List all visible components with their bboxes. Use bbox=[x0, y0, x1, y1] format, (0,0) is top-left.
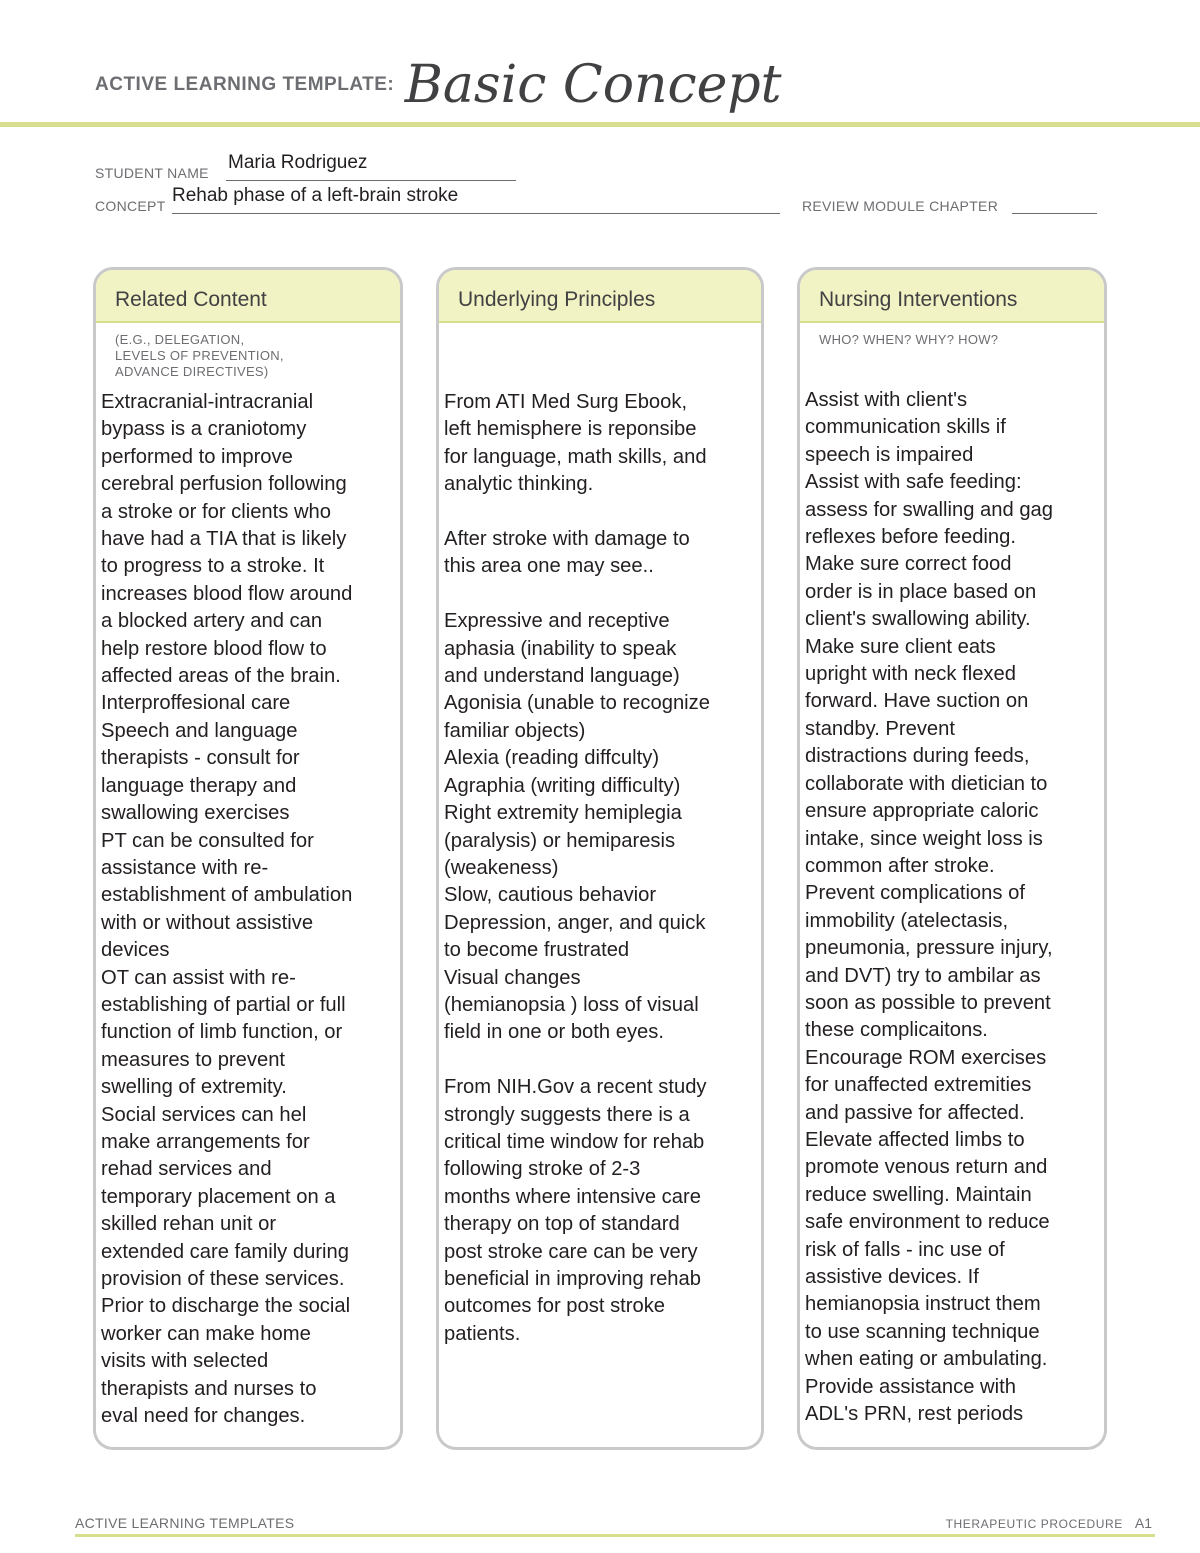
related-content-header bbox=[96, 270, 400, 323]
template-title: Basic Concept bbox=[404, 55, 782, 115]
underlying-principles-text[interactable]: From ATI Med Surg Ebook, left hemisphere is reponsibe for language, math skills, and analytic thinking. After stroke with damage to this area one may see.. Expressive and receptive aphasia (inability to speak and understand language) Agonisia (unable to recognize familiar objects) Alexia (reading diffculty) Agraphia (writing difficulty) Right extremity hemiplegia (paralysis) or hemiparesis (weakeness) Slow, cautious behavior Depression, anger, and quick to become frustrated Visual changes (hemianopsia ) loss of visual field in one or both eyes. From NIH.Gov a recent study strongly suggests there is a critical time window for rehab following stroke of 2-3 months where intensive care therapy on top of standard post stroke care can be very beneficial in improving rehab outcomes for post stroke patients. bbox=[444, 391, 710, 1345]
header-divider bbox=[0, 122, 1200, 127]
nursing-interventions-text[interactable]: Assist with client's communication skills if speech is impaired Assist with safe feeding: assess for swalling and gag reflexes before feeding. Make sure correct food order is in place based on client's swallowing ability. Make sure client eats upright with neck flexed forward. Have suction on standby. Prevent distractions during feeds, collaborate with dietician to ensure appropriate caloric intake, since weight loss is common after stroke. Prevent complications of immobility (atelectasis, pneumonia, pressure injury, and DVT) try to ambilar as soon as possible to prevent these complicaitons. Encourage ROM exercises for unaffected extremities and passive for affected. Elevate affected limbs to promote venous return and reduce swelling. Maintain safe environment to reduce risk of falls - inc use of assistive devices. If hemianopsia instruct them to use scanning technique when eating or ambulating. Provide assistance with ADL's PRN, rest periods bbox=[805, 389, 1053, 1426]
related-content-hint: (E.G., DELEGATION, LEVELS OF PREVENTION, ADVANCE DIRECTIVES) bbox=[115, 332, 284, 379]
footer-procedure-label: THERAPEUTIC PROCEDURE bbox=[945, 1517, 1123, 1531]
review-module-line bbox=[1012, 193, 1097, 214]
template-label: ACTIVE LEARNING TEMPLATE: bbox=[95, 74, 395, 95]
underlying-principles-box bbox=[436, 267, 764, 1450]
footer-divider bbox=[75, 1534, 1155, 1537]
underlying-principles-header bbox=[439, 270, 761, 323]
concept-label: CONCEPT bbox=[95, 198, 166, 214]
underlying-principles-title: Underlying Principles bbox=[458, 288, 656, 311]
related-content-box bbox=[93, 267, 403, 1450]
concept-field bbox=[95, 198, 166, 216]
nursing-interventions-title: Nursing Interventions bbox=[819, 288, 1018, 311]
nursing-interventions-header bbox=[800, 270, 1104, 323]
student-name-value[interactable]: Maria Rodriguez bbox=[228, 152, 368, 173]
footer-templates-label: ACTIVE LEARNING TEMPLATES bbox=[75, 1515, 295, 1531]
nursing-interventions-hint: WHO? WHEN? WHY? HOW? bbox=[819, 332, 999, 347]
related-content-text[interactable]: Extracranial-intracranial bypass is a craniotomy performed to improve cerebral perfusion following a stroke or for clients who have had a TIA that is likely to progress to a stroke. It increases blood flow around a blocked artery and can help restore blood flow to affected areas of the brain. Interproffesional care Speech and language therapists - consult for language therapy and swallowing exercises PT can be consulted for assistance with re- establishment of ambulation with or without assistive devices OT can assist with re- establishing of partial or full function of limb function, or measures to prevent swelling of extremity. Social services can hel make arrangements for rehad services and temporary placement on a skilled rehan unit or extended care family during provision of these services. Prior to discharge the social worker can make home visits with selected therapists and nurses to eval need for changes. bbox=[101, 391, 353, 1428]
page-title bbox=[95, 55, 782, 115]
review-module-label: REVIEW MODULE CHAPTER bbox=[802, 198, 999, 214]
student-name-field bbox=[95, 165, 209, 183]
review-module-field bbox=[802, 198, 998, 216]
nursing-interventions-box bbox=[797, 267, 1107, 1450]
related-content-title: Related Content bbox=[115, 288, 267, 311]
concept-value[interactable]: Rehab phase of a left-brain stroke bbox=[172, 185, 459, 206]
footer-procedure bbox=[946, 1515, 1152, 1531]
student-name-label: STUDENT NAME bbox=[95, 165, 209, 181]
footer-page-code: A1 bbox=[1134, 1515, 1152, 1531]
